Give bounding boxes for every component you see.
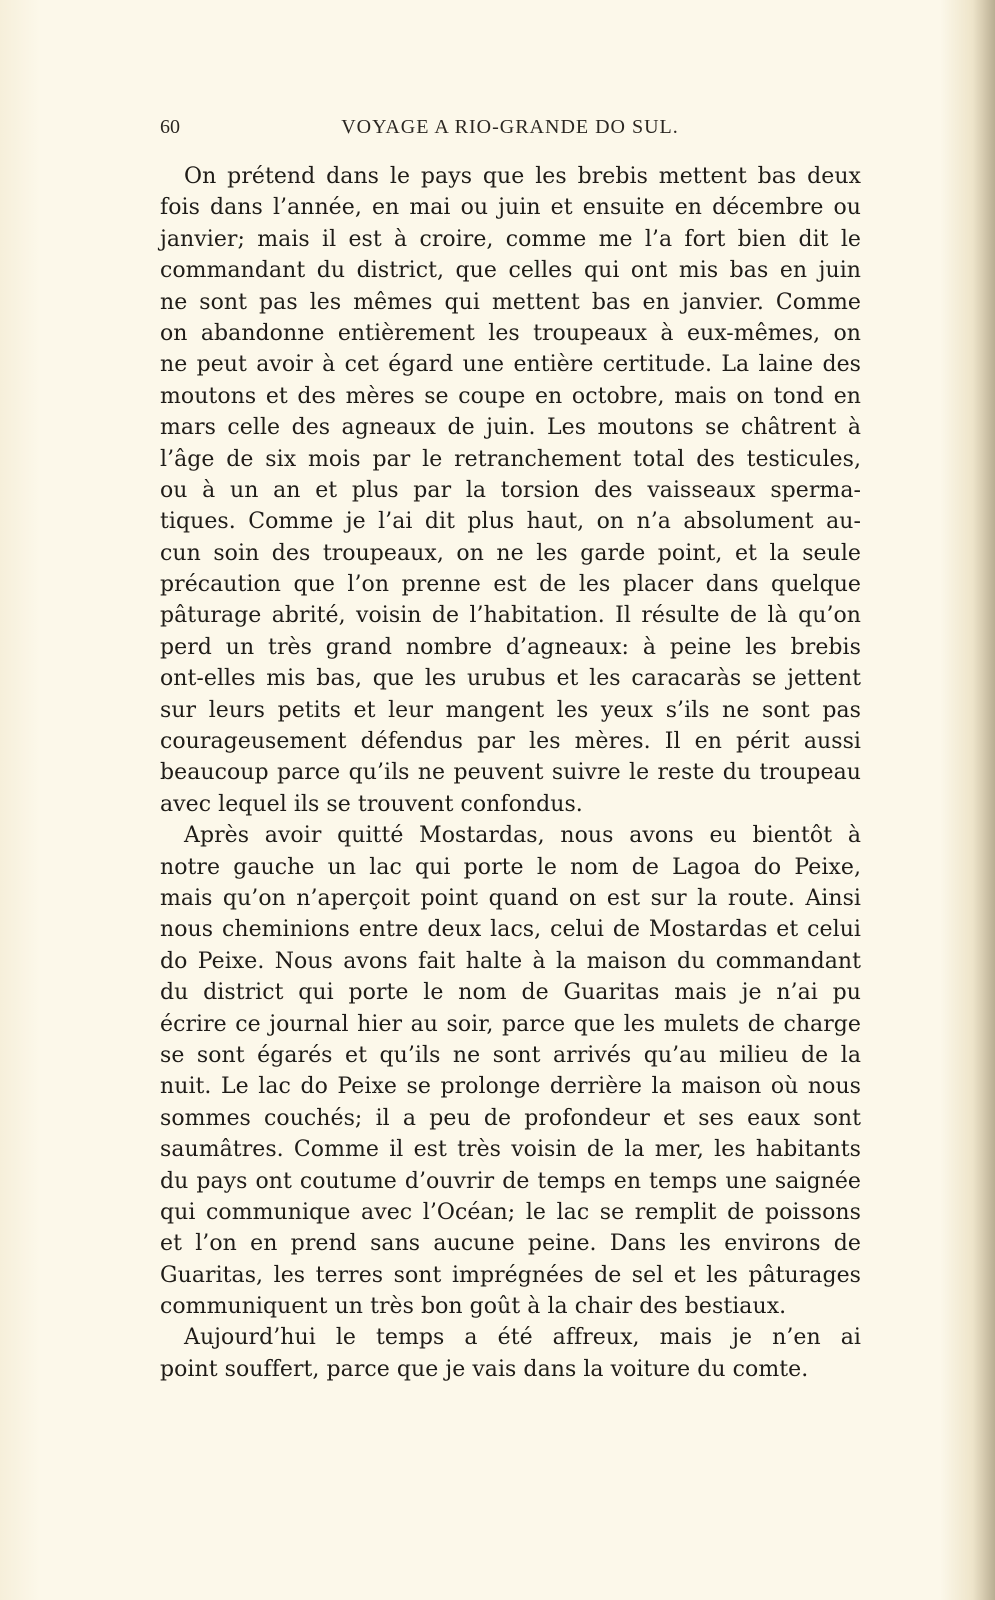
text-line: précaution que l’on prenne est de les placer dans quelque — [160, 572, 861, 598]
text-line: mais qu’on n’aperçoit point quand on est sur la route. Ainsi — [160, 885, 861, 911]
text-line: On prétend dans le pays que les brebis mettent bas deux — [184, 164, 861, 189]
text-line: nous cheminions entre deux lacs, celui de Mostardas et celui — [160, 917, 861, 943]
text-line: ont-elles mis bas, que les urubus et les caracaràs se jettent — [160, 666, 861, 692]
page-number: 60 — [160, 116, 180, 138]
text-line: qui communique avec l’Océan; le lac se remplit de poissons — [160, 1199, 861, 1225]
text-line: mars celle des agneaux de juin. Les moutons se châtrent à — [160, 415, 861, 441]
text-line: commandant du district, que celles qui ont mis bas en juin — [160, 258, 861, 284]
text-line: fois dans l’année, en mai ou juin et ensuite en décembre ou — [160, 195, 861, 221]
text-line: l’âge de six mois par le retranchement total des testicules, — [160, 446, 861, 472]
text-line: janvier; mais il est à croire, comme me l’a fort bien dit le — [160, 226, 861, 252]
text-line: courageusement défendus par les mères. Il en périt aussi — [160, 729, 861, 755]
text-line: se sont égarés et qu’ils ne sont arrivés qu’au milieu de la — [160, 1042, 861, 1068]
text-line: saumâtres. Comme il est très voisin de la mer, les habitants — [160, 1137, 861, 1163]
text-line: do Peixe. Nous avons fait halte à la maison du commandant — [160, 948, 861, 974]
text-line: Guaritas, les terres sont imprégnées de sel et les pâturages — [160, 1262, 861, 1288]
text-line: beaucoup parce qu’ils ne peuvent suivre le reste du troupeau — [160, 760, 861, 786]
body-text — [160, 161, 861, 1385]
text-line: nuit. Le lac do Peixe se prolonge derrière la maison où nous — [160, 1074, 861, 1100]
text-line: ou à un an et plus par la torsion des vaisseaux sperma- — [160, 477, 861, 503]
text-line: Aujourd’hui le temps a été affreux, mais je n’en ai — [184, 1325, 861, 1351]
page-header — [160, 116, 860, 144]
text-line: cun soin des troupeaux, on ne les garde point, et la seule — [160, 540, 861, 566]
text-line: du district qui porte le nom de Guaritas mais je n’ai pu — [160, 980, 861, 1006]
text-line: avec lequel ils se trouvent confondus. — [160, 791, 583, 817]
text-line: moutons et des mères se coupe en octobre, mais on tond en — [160, 383, 861, 409]
text-line: perd un très grand nombre d’agneaux: à peine les brebis — [160, 634, 861, 660]
text-line: Après avoir quitté Mostardas, nous avons eu bientôt à — [184, 823, 861, 849]
text-line: point souffert, parce que je vais dans la voiture du comte. — [160, 1356, 809, 1382]
text-line: tiques. Comme je l’ai dit plus haut, on n’a absolument au- — [160, 509, 861, 535]
text-line: ne peut avoir à cet égard une entière certitude. La laine des — [160, 352, 861, 378]
text-line: on abandonne entièrement les troupeaux à eux-mêmes, on — [160, 320, 861, 346]
text-line: pâturage abrité, voisin de l’habitation. Il résulte de là qu’on — [160, 603, 861, 629]
text-line: notre gauche un lac qui porte le nom de Lagoa do Peixe, — [160, 854, 861, 880]
text-line: sur leurs petits et leur mangent les yeux s’ils ne sont pas — [160, 697, 861, 723]
text-line: du pays ont coutume d’ouvrir de temps en temps une saignée — [160, 1168, 861, 1194]
text-line: sommes couchés; il a peu de profondeur et ses eaux sont — [160, 1105, 861, 1131]
text-line: ne sont pas les mêmes qui mettent bas en janvier. Comme — [160, 289, 861, 315]
text-line: et l’on en prend sans aucune peine. Dans les environs de — [160, 1231, 861, 1257]
text-line: communiquent un très bon goût à la chair des bestiaux. — [160, 1294, 787, 1320]
text-line: écrire ce journal hier au soir, parce que les mulets de charge — [160, 1011, 861, 1037]
page-edge-shadow — [973, 0, 995, 1600]
running-title: VOYAGE A RIO-GRANDE DO SUL. — [341, 116, 679, 138]
